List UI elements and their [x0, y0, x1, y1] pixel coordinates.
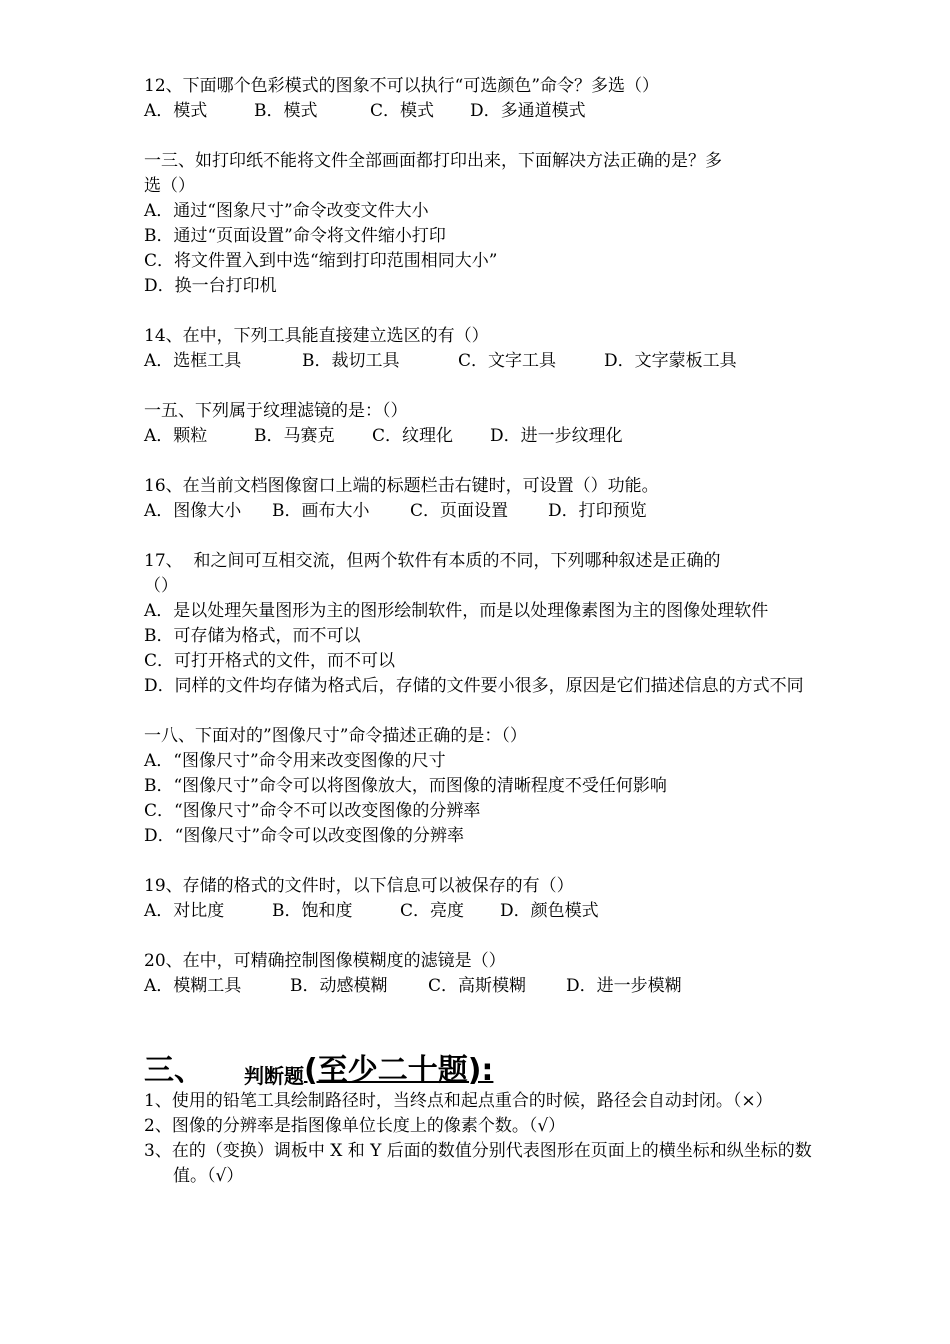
option-a: A．通过“图象尺寸”命令改变文件大小	[144, 201, 429, 221]
option-c: C．将文件置入到中选“缩到打印范围相同大小”	[144, 251, 498, 271]
option-a: A．模糊工具	[144, 976, 242, 996]
question-stem: 19、存储的格式的文件时，以下信息可以被保存的有（）	[144, 876, 574, 896]
option-b: B．裁切工具	[302, 351, 400, 371]
option-a: A．对比度	[144, 901, 225, 921]
options-row	[144, 974, 814, 999]
section-title: 判断题	[244, 1064, 304, 1088]
option-d: D．进一步纹理化	[490, 426, 623, 446]
question-15	[144, 399, 814, 449]
option-a: A．选框工具	[144, 351, 242, 371]
option-c: C．页面设置	[410, 501, 509, 521]
question-stem: 一三、如打印纸不能将文件全部画面都打印出来，下面解决方法正确的是？多	[144, 151, 722, 171]
option-d: D．文字蒙板工具	[604, 351, 737, 371]
option-b: B．画布大小	[272, 501, 370, 521]
question-19	[144, 874, 814, 924]
question-stem: 14、在中，下列工具能直接建立选区的有（）	[144, 326, 489, 346]
tf-item: 3、在的（变换）调板中 X 和 Y 后面的数值分别代表图形在页面上的横坐标和纵坐标的数值。（√）	[144, 1141, 812, 1186]
option-b: B．饱和度	[272, 901, 353, 921]
option-c: C．亮度	[400, 901, 465, 921]
option-b: B．通过“页面设置”命令将文件缩小打印	[144, 226, 446, 246]
true-false-list	[144, 1089, 814, 1189]
option-b: B．可存储为格式，而不可以	[144, 626, 361, 646]
question-12	[144, 74, 814, 124]
option-a: A．颗粒	[144, 426, 208, 446]
option-c: C．文字工具	[458, 351, 557, 371]
question-stem: 一五、下列属于纹理滤镜的是：（）	[144, 401, 408, 421]
question-stem-cont: （）	[144, 576, 178, 596]
options-row	[144, 499, 814, 524]
question-stem: 12、下面哪个色彩模式的图象不可以执行“可选颜色”命令？多选（）	[144, 76, 660, 96]
option-b: B．马赛克	[254, 426, 335, 446]
option-a: A．图像大小	[144, 501, 242, 521]
option-a: A．模式	[144, 101, 208, 121]
option-b: B．模式	[254, 101, 318, 121]
question-20	[144, 949, 814, 999]
question-stem-cont: 选（）	[144, 176, 195, 196]
question-16	[144, 474, 814, 524]
question-13	[144, 149, 814, 299]
option-c: C．模式	[370, 101, 435, 121]
document-page	[144, 74, 814, 1189]
option-b: B．动感模糊	[290, 976, 388, 996]
option-c: C．“图像尺寸”命令不可以改变图像的分辨率	[144, 801, 481, 821]
section-heading	[144, 1039, 814, 1089]
options-row	[144, 424, 814, 449]
question-14	[144, 324, 814, 374]
question-stem: 17、 和之间可互相交流，但两个软件有本质的不同，下列哪种叙述是正确的	[144, 551, 721, 571]
options-row	[144, 349, 814, 374]
question-17	[144, 549, 814, 699]
section-number: 三、	[144, 1053, 204, 1088]
option-b: B．“图像尺寸”命令可以将图像放大，而图像的清晰程度不受任何影响	[144, 776, 667, 796]
section-subtitle: (至少二十题):	[304, 1053, 494, 1088]
option-c: C．高斯模糊	[428, 976, 527, 996]
option-d: D．颜色模式	[500, 901, 599, 921]
question-stem: 16、在当前文档图像窗口上端的标题栏击右键时，可设置（）功能。	[144, 476, 659, 496]
option-c: C．可打开格式的文件，而不可以	[144, 651, 396, 671]
tf-item: 1、使用的铅笔工具绘制路径时，当终点和起点重合的时候，路径会自动封闭。（×）	[144, 1091, 773, 1111]
question-stem: 一八、下面对的”图像尺寸”命令描述正确的是：（）	[144, 726, 527, 746]
option-d: D．进一步模糊	[566, 976, 682, 996]
question-stem: 20、在中，可精确控制图像模糊度的滤镜是（）	[144, 951, 506, 971]
option-d: D．换一台打印机	[144, 276, 277, 296]
options-row	[144, 899, 814, 924]
option-d: D．打印预览	[548, 501, 647, 521]
option-c: C．纹理化	[372, 426, 454, 446]
options-row	[144, 99, 814, 124]
tf-item: 2、图像的分辨率是指图像单位长度上的像素个数。（√）	[144, 1116, 566, 1136]
option-a: A．“图像尺寸”命令用来改变图像的尺寸	[144, 751, 446, 771]
option-d: D．同样的文件均存储为格式后，存储的文件要小很多，原因是它们描述信息的方式不同	[144, 676, 804, 696]
option-d: D．多通道模式	[470, 101, 586, 121]
question-18	[144, 724, 814, 849]
option-a: A．是以处理矢量图形为主的图形绘制软件，而是以处理像素图为主的图像处理软件	[144, 601, 769, 621]
option-d: D．“图像尺寸”命令可以改变图像的分辨率	[144, 826, 465, 846]
